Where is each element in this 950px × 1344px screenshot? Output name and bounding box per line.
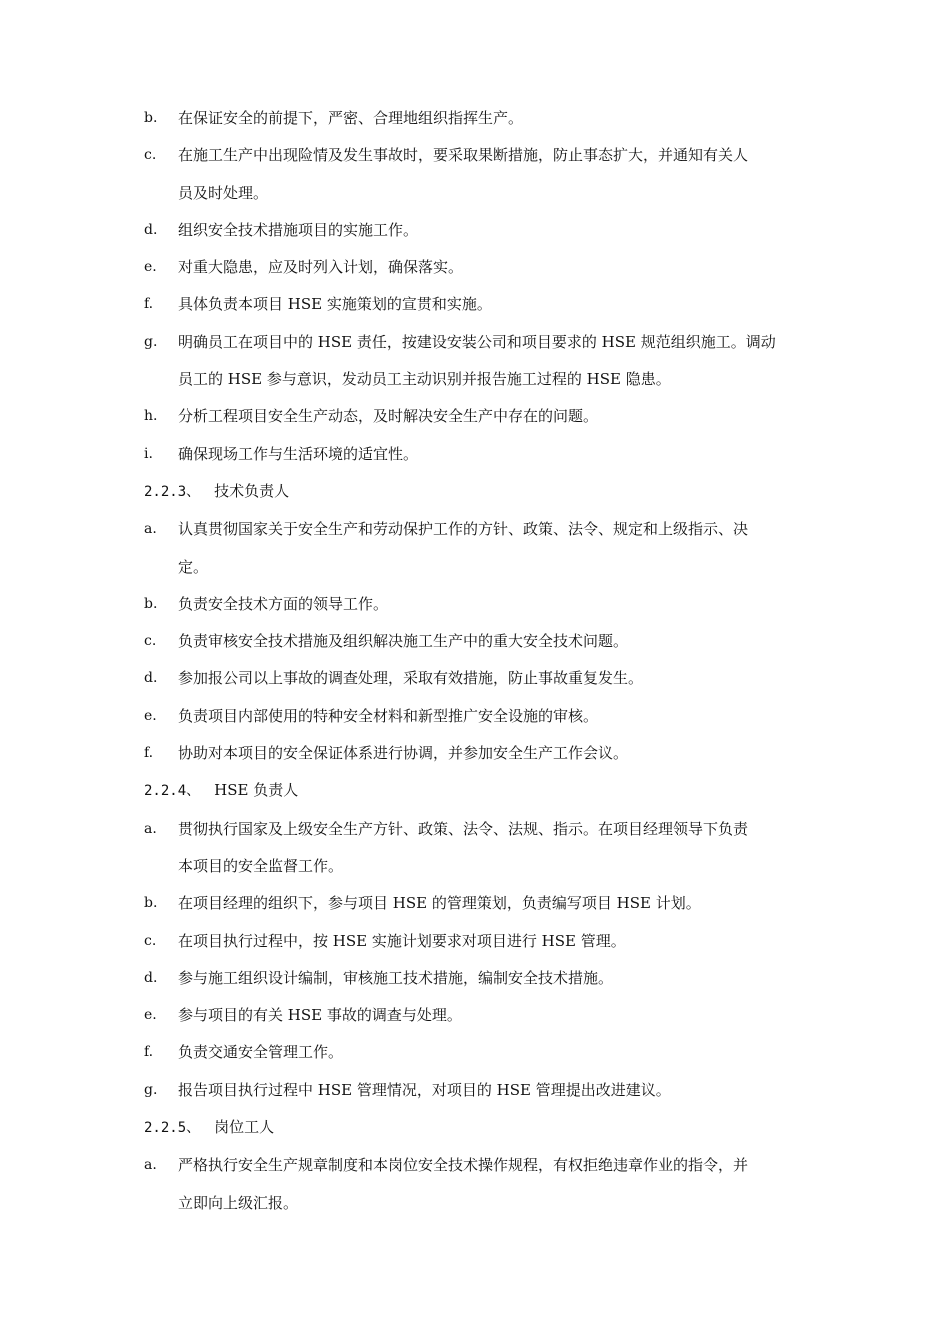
section-heading-workers <box>144 1109 834 1147</box>
list-item-text: 参与施工组织设计编制，审核施工技术措施，编制安全技术措施。 <box>178 968 614 987</box>
list-item <box>144 249 834 286</box>
list-item-continuation <box>144 1185 834 1222</box>
list-item <box>144 398 834 435</box>
section-heading-technical-lead <box>144 473 834 511</box>
section-title: 岗位工人 <box>214 1118 275 1137</box>
list-marker: c. <box>144 932 157 949</box>
list-marker: b. <box>144 595 158 612</box>
list-item-text: 参与项目的有关 HSE 事故的调查与处理。 <box>178 1006 462 1025</box>
list-item-text: 员及时处理。 <box>178 183 269 202</box>
list-item-continuation <box>144 175 834 212</box>
list-marker: i. <box>144 445 153 462</box>
list-marker: e. <box>144 259 157 276</box>
list-item <box>144 735 834 772</box>
list-item <box>144 885 834 922</box>
list-item <box>144 436 834 473</box>
list-item-text: 本项目的安全监督工作。 <box>178 856 344 875</box>
list-item-text: 确保现场工作与生活环境的适宜性。 <box>178 444 419 463</box>
list-item-text: 负责项目内部使用的特种安全材料和新型推广安全设施的审核。 <box>178 706 599 725</box>
list-item <box>144 100 834 137</box>
list-item-text: 明确员工在项目中的 HSE 责任，按建设安装公司和项目要求的 HSE 规范组织施工。调动 <box>178 332 776 351</box>
list-item <box>144 923 834 960</box>
list-item <box>144 1072 834 1109</box>
list-item <box>144 997 834 1034</box>
list-marker: e. <box>144 1007 157 1024</box>
list-item-text: 员工的 HSE 参与意识，发动员工主动识别并报告施工过程的 HSE 隐患。 <box>178 370 671 389</box>
list-marker: b. <box>144 895 158 912</box>
list-item-continuation <box>144 848 834 885</box>
list-item-text: 在项目经理的组织下，参与项目 HSE 的管理策划，负责编写项目 HSE 计划。 <box>178 894 701 913</box>
list-item-text: 组织安全技术措施项目的实施工作。 <box>178 220 419 239</box>
list-item-text: 具体负责本项目 HSE 实施策划的宣贯和实施。 <box>178 295 492 314</box>
list-marker: c. <box>144 147 157 164</box>
list-item-continuation <box>144 361 834 398</box>
list-marker: b. <box>144 110 158 126</box>
list-marker: g. <box>144 1081 158 1098</box>
list-item-text: 负责审核安全技术措施及组织解决施工生产中的重大安全技术问题。 <box>178 632 629 651</box>
list-item-text: 定。 <box>178 557 209 576</box>
list-item <box>144 324 834 361</box>
list-item-text: 在保证安全的前提下，严密、合理地组织指挥生产。 <box>178 109 524 127</box>
list-marker: a. <box>144 521 157 538</box>
list-marker: c. <box>144 633 157 650</box>
list-marker: d. <box>144 969 158 986</box>
list-item-text: 在施工生产中出现险情及发生事故时，要采取果断措施，防止事态扩大，并通知有关人 <box>178 146 749 165</box>
list-item <box>144 212 834 249</box>
list-marker: h. <box>144 408 158 425</box>
list-item-text: 参加报公司以上事故的调查处理，采取有效措施，防止事故重复发生。 <box>178 669 644 688</box>
list-item <box>144 286 834 323</box>
list-item <box>144 1034 834 1071</box>
list-marker: g. <box>144 333 158 350</box>
section-number: 2.2.5、 <box>144 1120 201 1137</box>
list-marker: f. <box>144 745 154 762</box>
list-item-text: 负责安全技术方面的领导工作。 <box>178 594 389 613</box>
list-item-text: 对重大隐患，应及时列入计划，确保落实。 <box>178 258 464 277</box>
list-item <box>144 137 834 174</box>
list-marker: a. <box>144 1157 157 1174</box>
list-item-text: 严格执行安全生产规章制度和本岗位安全技术操作规程，有权拒绝违章作业的指令，并 <box>178 1156 749 1175</box>
list-item <box>144 511 834 548</box>
list-item-text: 协助对本项目的安全保证体系进行协调，并参加安全生产工作会议。 <box>178 744 629 763</box>
list-item <box>144 698 834 735</box>
section-number: 2.2.4、 <box>144 783 201 800</box>
list-marker: f. <box>144 296 154 313</box>
list-item-text: 分析工程项目安全生产动态，及时解决安全生产中存在的问题。 <box>178 407 599 426</box>
list-item <box>144 586 834 623</box>
section-title: 技术负责人 <box>214 481 290 500</box>
list-item-text: 负责交通安全管理工作。 <box>178 1043 344 1062</box>
section-number: 2.2.3、 <box>144 483 201 500</box>
list-item <box>144 811 834 848</box>
list-marker: d. <box>144 670 158 687</box>
section-heading-hse-lead <box>144 772 834 810</box>
list-item-text: 在项目执行过程中，按 HSE 实施计划要求对项目进行 HSE 管理。 <box>178 931 626 950</box>
list-item-text: 认真贯彻国家关于安全生产和劳动保护工作的方针、政策、法令、规定和上级指示、决 <box>178 520 749 539</box>
list-item <box>144 623 834 660</box>
list-marker: d. <box>144 221 158 238</box>
list-item-text: 报告项目执行过程中 HSE 管理情况，对项目的 HSE 管理提出改进建议。 <box>178 1080 671 1099</box>
list-item <box>144 660 834 697</box>
document-body <box>144 100 834 1222</box>
list-item-text: 立即向上级汇报。 <box>178 1193 299 1212</box>
list-item <box>144 1147 834 1184</box>
list-item-text: 贯彻执行国家及上级安全生产方针、政策、法令、法规、指示。在项目经理领导下负责 <box>178 819 749 838</box>
section-title: HSE 负责人 <box>214 781 299 800</box>
list-marker: f. <box>144 1044 154 1061</box>
list-marker: a. <box>144 820 157 837</box>
list-item <box>144 960 834 997</box>
list-marker: e. <box>144 707 157 724</box>
list-item-continuation <box>144 549 834 586</box>
